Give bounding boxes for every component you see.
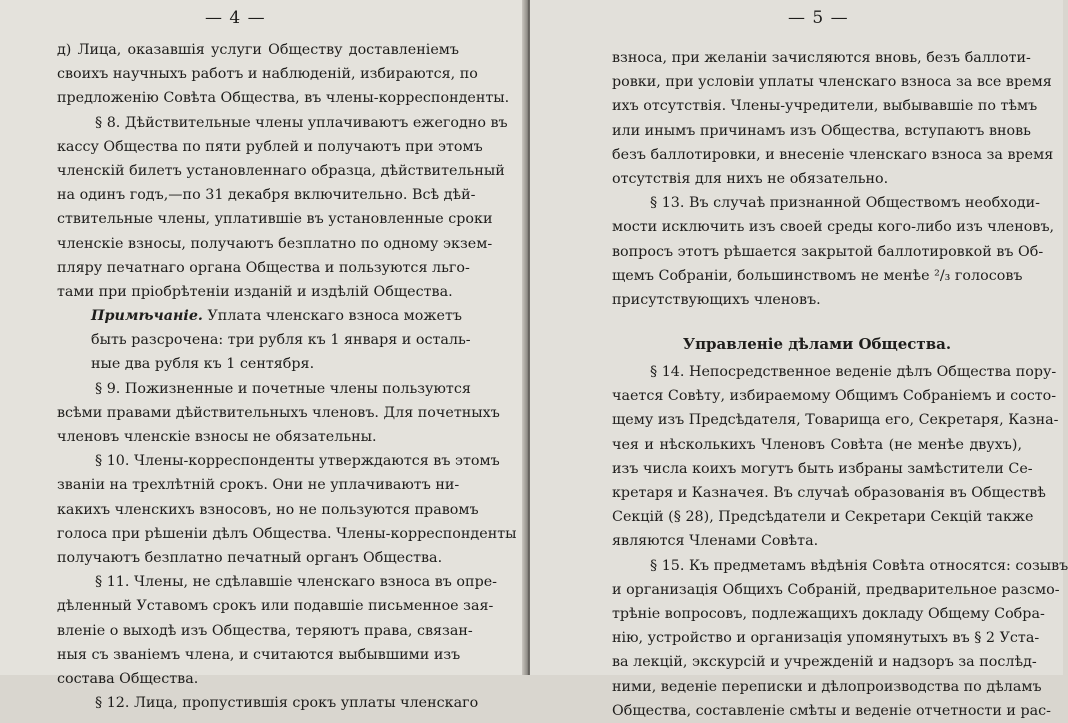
- text-line: чея и нѣсколькихъ Членовъ Совѣта (не менѣе двухъ),: [612, 436, 1022, 453]
- left-page-text: [57, 38, 517, 715]
- text-line: предложенію Совѣта Общества, въ члены-корреспонденты.: [57, 90, 510, 107]
- text-line: кретаря и Казначея. Въ случаѣ образованія въ Обществѣ: [612, 485, 1046, 501]
- text-line: Секцій (§ 28), Предсѣдатели и Секретари Секцій также: [612, 509, 1034, 526]
- text-line: отсутствія для нихъ не обязательно.: [612, 170, 889, 187]
- right-page-text: [612, 46, 1068, 723]
- text-line: пляру печатнаго органа Общества и пользуются льго-: [57, 259, 470, 276]
- text-line: безъ баллотировки, и внесеніе членскаго взноса за время: [612, 146, 1054, 163]
- text-line: или инымъ причинамъ изъ Общества, вступаютъ вновь: [612, 122, 1031, 139]
- text-line: получаютъ безплатно печатный органъ Общества.: [57, 549, 443, 566]
- text-line: являются Членами Совѣта.: [612, 533, 819, 550]
- text-line: членскій билетъ установленнаго образца, дѣйствительный: [57, 162, 505, 179]
- page-right: [530, 0, 1068, 719]
- text-line: § 12. Лица, пропустившія срокъ уплаты членскаго: [95, 695, 479, 712]
- text-line: ные два рубля къ 1 сентября.: [91, 356, 315, 373]
- text-line: голоса при рѣшеніи дѣлъ Общества. Члены-корреспонденты: [57, 525, 517, 542]
- spacer: [612, 312, 1022, 324]
- text-line: ними, веденіе переписки и дѣлопроизводства по дѣламъ: [612, 678, 1042, 695]
- text-line: д) Лица, оказавшія услуги Обществу доставленіемъ: [57, 42, 459, 58]
- text-line: Общества, составленіе смѣты и веденіе отчетности и рас-: [612, 702, 1052, 719]
- text-line: ствительные члены, уплатившіе въ установленные сроки: [57, 211, 493, 228]
- text-line: трѣніе вопросовъ, подлежащихъ докладу Общему Собра-: [612, 605, 1045, 622]
- text-line: чается Совѣту, избираемому Общимъ Собраніемъ и состо-: [612, 388, 1057, 405]
- text-line: [57, 304, 462, 328]
- note-label: Примѣчаніе.: [91, 308, 203, 325]
- text-line: членскіе взносы, получаютъ безплатно по одному экзем-: [57, 235, 493, 252]
- text-line: званіи на трехлѣтній срокъ. Они не уплачиваютъ ни-: [57, 477, 460, 494]
- text-line: тами при пріобрѣтеніи изданій и издѣлій Общества.: [57, 283, 453, 300]
- text-line: ва лекцій, экскурсій и учрежденій и надзоръ за послѣд-: [612, 654, 1037, 671]
- text-line: щему изъ Предсѣдателя, Товарища его, Секретаря, Казна-: [612, 412, 1059, 429]
- text-line: § 15. Къ предметамъ вѣдѣнія Совѣта относятся: созывъ: [650, 557, 1068, 574]
- note-text: Уплата членскаго взноса можетъ: [207, 308, 462, 325]
- text-line: вленіе о выходѣ изъ Общества, теряютъ права, связан-: [57, 622, 473, 639]
- text-line: § 14. Непосредственное веденіе дѣлъ Общества пору-: [650, 364, 1057, 381]
- text-line: ныя съ званіемъ члена, и считаются выбывшими изъ: [57, 646, 461, 663]
- page-number-right: — 5 —: [788, 8, 849, 28]
- text-line: ихъ отсутствія. Члены-учредители, выбывавшіе по тѣмъ: [612, 98, 1038, 115]
- page-left: [0, 0, 525, 712]
- text-line: быть разсрочена: три рубля къ 1 января и осталь-: [91, 332, 471, 349]
- text-line: присутствующихъ членовъ.: [612, 291, 821, 308]
- text-line: нію, устройство и организація упомянутыхъ въ § 2 Уста-: [612, 630, 1040, 647]
- text-line: щемъ Собраніи, большинствомъ не менѣе ²/₃ голосовъ: [612, 267, 1023, 284]
- text-line: § 9. Пожизненные и почетные члены пользуются: [95, 380, 471, 397]
- text-line: вопросъ этотъ рѣшается закрытой баллотировкой въ Об-: [612, 243, 1044, 260]
- section-heading: Управленіе дѣлами Общества.: [682, 335, 952, 354]
- text-line: взноса, при желаніи зачисляются вновь, безъ баллоти-: [612, 50, 1031, 66]
- text-line: на одинъ годъ,—по 31 декабря включительно. Всѣ дѣй-: [57, 187, 476, 204]
- text-line: ровки, при условіи уплаты членскаго взноса за все время: [612, 74, 1052, 91]
- text-line: всѣми правами дѣйствительныхъ членовъ. Для почетныхъ: [57, 404, 500, 421]
- text-line: мости исключить изъ своей среды кого-либо изъ членовъ,: [612, 219, 1055, 236]
- text-line: § 11. Члены, не сдѣлавшіе членскаго взноса въ опре-: [95, 574, 498, 591]
- text-line: какихъ членскихъ взносовъ, но не пользуются правомъ: [57, 501, 479, 518]
- text-line: § 10. Члены-корреспонденты утверждаются въ этомъ: [95, 453, 500, 470]
- text-line: членовъ членскіе взносы не обязательны.: [57, 429, 377, 445]
- text-line: и организація Общихъ Собраній, предварительное разсмо-: [612, 581, 1060, 598]
- text-line: § 13. Въ случаѣ признанной Обществомъ необходи-: [650, 195, 1041, 212]
- text-line: дѣленный Уставомъ срокъ или подавшіе письменное зая-: [57, 598, 494, 615]
- text-line: кассу Общества по пяти рублей и получаютъ при этомъ: [57, 138, 483, 155]
- text-line: § 8. Дѣйствительные члены уплачиваютъ ежегодно въ: [95, 114, 508, 131]
- text-line: своихъ научныхъ работъ и наблюденій, избираются, по: [57, 66, 478, 83]
- text-line: изъ числа коихъ могутъ быть избраны замѣстители Се-: [612, 460, 1033, 477]
- text-line: состава Общества.: [57, 670, 199, 687]
- page-number-left: — 4 —: [205, 8, 266, 28]
